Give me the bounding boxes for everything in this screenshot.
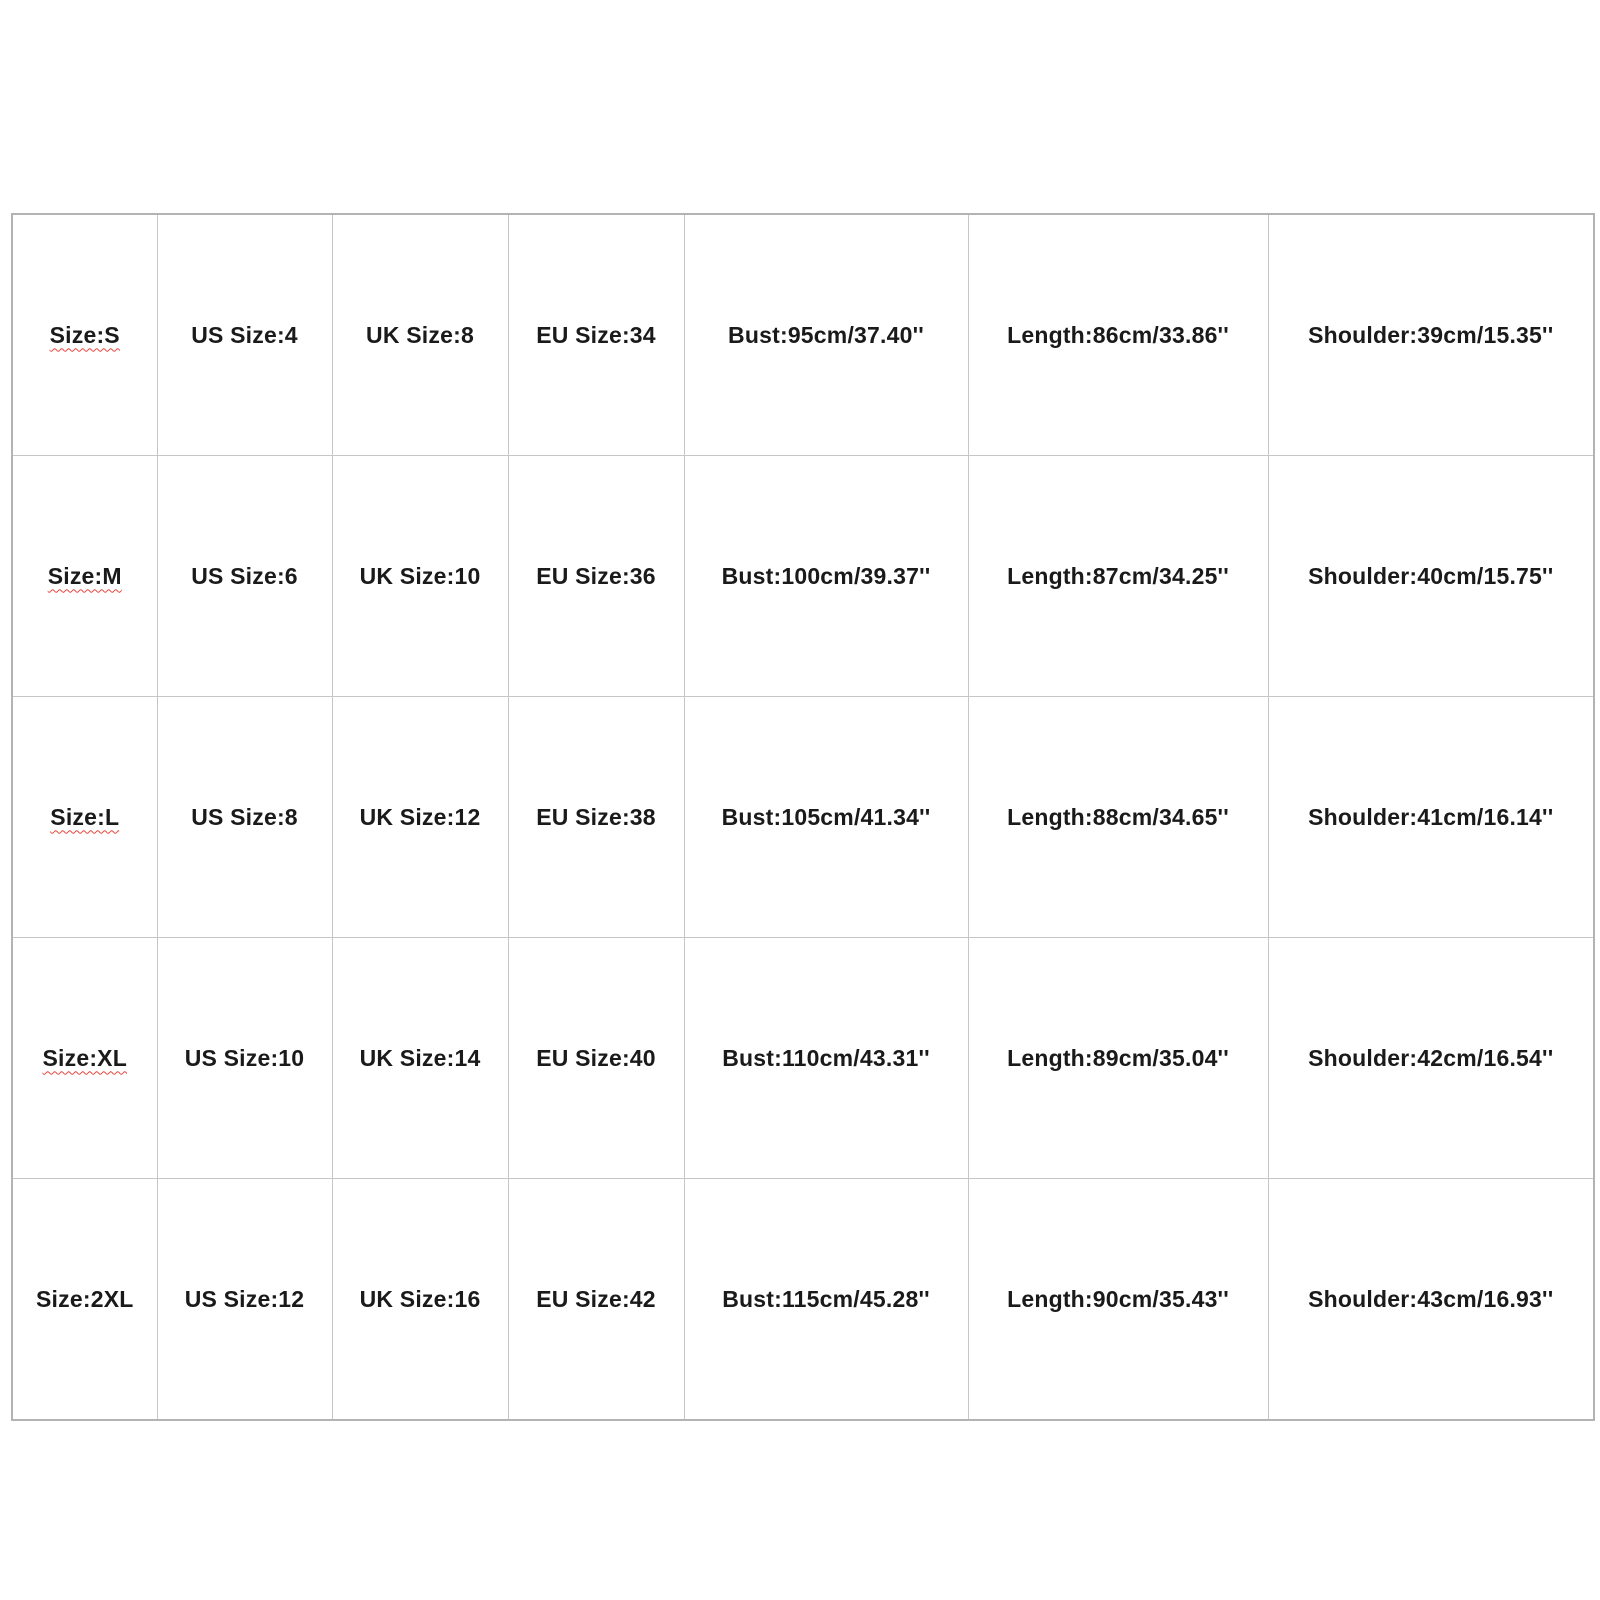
size-cell (12, 938, 157, 1179)
bust-cell: Bust:100cm/39.37'' (684, 456, 968, 697)
eu-size-label: EU Size:40 (536, 1044, 656, 1071)
size-label: Size:L (50, 803, 120, 830)
table-row (12, 1179, 1594, 1421)
shoulder-cell: Shoulder:43cm/16.93'' (1268, 1179, 1594, 1421)
size-label: Size:M (47, 562, 122, 589)
uk-size-cell: UK Size:10 (332, 456, 508, 697)
size-cell (12, 1179, 157, 1421)
size-label: Size:XL (42, 1044, 127, 1071)
table-row (12, 938, 1594, 1179)
shoulder-cell: Shoulder:39cm/15.35'' (1268, 214, 1594, 456)
size-cell (12, 697, 157, 938)
size-cell (12, 214, 157, 456)
us-size-cell: US Size:8 (157, 697, 332, 938)
shoulder-cell: Shoulder:42cm/16.54'' (1268, 938, 1594, 1179)
uk-size-cell: UK Size:16 (332, 1179, 508, 1421)
eu-size-cell (508, 697, 684, 938)
eu-size-label: EU Size:42 (536, 1285, 656, 1312)
uk-size-cell: UK Size:12 (332, 697, 508, 938)
length-cell: Length:88cm/34.65'' (968, 697, 1268, 938)
eu-size-label: EU Size:38 (536, 803, 656, 830)
size-label: Size:S (49, 321, 120, 348)
size-chart-table (11, 213, 1595, 1421)
us-size-cell: US Size:10 (157, 938, 332, 1179)
us-size-cell: US Size:12 (157, 1179, 332, 1421)
bust-cell: Bust:115cm/45.28'' (684, 1179, 968, 1421)
uk-size-cell: UK Size:8 (332, 214, 508, 456)
table-row (12, 697, 1594, 938)
eu-size-cell (508, 214, 684, 456)
shoulder-cell: Shoulder:40cm/15.75'' (1268, 456, 1594, 697)
eu-size-cell (508, 456, 684, 697)
size-label: Size:2XL (36, 1285, 134, 1312)
shoulder-cell: Shoulder:41cm/16.14'' (1268, 697, 1594, 938)
bust-cell: Bust:110cm/43.31'' (684, 938, 968, 1179)
eu-size-cell (508, 1179, 684, 1421)
table-row (12, 456, 1594, 697)
length-cell: Length:86cm/33.86'' (968, 214, 1268, 456)
size-cell (12, 456, 157, 697)
uk-size-cell: UK Size:14 (332, 938, 508, 1179)
length-cell: Length:90cm/35.43'' (968, 1179, 1268, 1421)
table-row (12, 214, 1594, 456)
eu-size-cell (508, 938, 684, 1179)
length-cell: Length:87cm/34.25'' (968, 456, 1268, 697)
us-size-cell: US Size:4 (157, 214, 332, 456)
us-size-cell: US Size:6 (157, 456, 332, 697)
bust-cell: Bust:95cm/37.40'' (684, 214, 968, 456)
bust-cell: Bust:105cm/41.34'' (684, 697, 968, 938)
eu-size-label: EU Size:34 (536, 321, 656, 348)
eu-size-label: EU Size:36 (536, 562, 656, 589)
length-cell: Length:89cm/35.04'' (968, 938, 1268, 1179)
